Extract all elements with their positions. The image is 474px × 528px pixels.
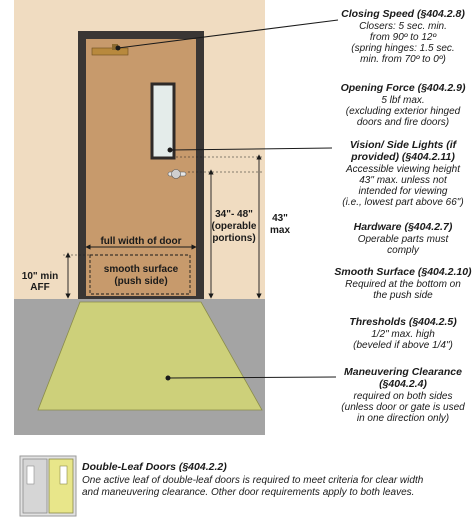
closing-speed-line-4: min. from 70º to 0º) (360, 54, 446, 65)
inactive-leaf-icon (23, 459, 47, 513)
min-height-sublabel: AFF (30, 282, 50, 293)
closing-speed-line-3: (spring hinges: 1.5 sec. (351, 43, 455, 54)
maneuvering-title-1: Maneuvering Clearance (344, 366, 462, 378)
closing-speed-title: Closing Speed (§404.2.8) (341, 8, 465, 20)
vision-max-sublabel: max (269, 225, 291, 236)
closing-speed-line-2: from 90º to 12º (369, 32, 437, 43)
leader-dot-maneuvering (166, 376, 171, 381)
smooth-surface-title: Smooth Surface (§404.2.10) (334, 266, 472, 278)
legend-title: Double-Leaf Doors (§404.2.2) (82, 461, 227, 473)
thresholds-title: Thresholds (§404.2.5) (349, 316, 457, 328)
leader-dot-closer (116, 46, 121, 51)
hardware-line-2: comply (387, 245, 419, 256)
leader-dot-vision (168, 148, 173, 153)
opening-force-line-2: (excluding exterior hinged (345, 106, 461, 117)
thresholds-line-1: 1/2" max. high (371, 329, 435, 340)
maneuvering-line-3: in one direction only) (356, 413, 450, 424)
maneuvering-title-2: (§404.2.4) (379, 378, 427, 390)
opening-force-title: Opening Force (§404.2.9) (340, 82, 466, 94)
smooth-surface-label: smooth surface (103, 264, 179, 275)
hardware-title: Hardware (§404.2.7) (353, 221, 453, 233)
opening-force-line-3: doors and fire doors) (356, 117, 450, 128)
maneuvering-line-1: required on both sides (353, 391, 453, 402)
vision-line-3: intended for viewing (358, 186, 448, 197)
thresholds-line-2: (beveled if above 1/4") (353, 340, 453, 351)
legend-line-1: One active leaf of double-leaf doors is required to meet criteria for clear width (82, 475, 424, 486)
hardware-range-label: 34"- 48" (215, 209, 253, 220)
vision-max-label: 43" (272, 213, 288, 224)
door-leaf (86, 39, 196, 296)
vision-line-1: Accessible viewing height (346, 164, 460, 175)
legend-line-2: and maneuvering clearance. Other door requirements apply to both leaves. (82, 487, 415, 498)
vision-title-2: provided) (§404.2.11) (351, 151, 455, 163)
vision-title-1: Vision/ Side Lights (if (349, 139, 457, 151)
vision-line-4: (i.e., lowest part above 66") (342, 197, 464, 208)
maneuvering-line-2: (unless door or gate is used (341, 402, 465, 413)
hardware-range-sublabel-1: (operable (211, 221, 257, 232)
door-lever-rose (172, 170, 181, 179)
smooth-surface-sublabel: (push side) (114, 276, 168, 287)
hardware-line-1: Operable parts must (357, 234, 449, 245)
vision-panel (152, 84, 174, 158)
double-leaf-icon (20, 456, 76, 516)
vision-line-2: 43" max. unless not (359, 175, 447, 186)
min-height-label: 10" min (21, 271, 59, 282)
door-closer (92, 48, 128, 55)
smooth-surface-line-2: the push side (373, 290, 433, 301)
closing-speed-line-1: Closers: 5 sec. min. (359, 21, 447, 32)
opening-force-line-1: 5 lbf max. (381, 95, 425, 106)
smooth-surface-line-1: Required at the bottom on (345, 279, 461, 290)
full-width-label: full width of door (100, 236, 182, 247)
hardware-range-sublabel-2: portions) (212, 233, 256, 244)
